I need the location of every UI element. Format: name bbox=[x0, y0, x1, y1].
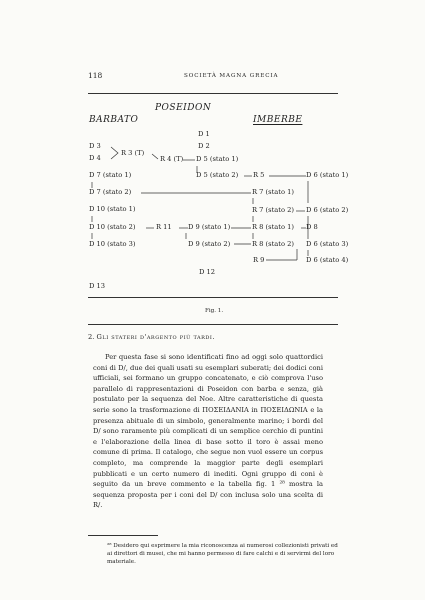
node-d10-stato2: D 10 (stato 2) bbox=[89, 223, 136, 231]
node-d1: D 1 bbox=[198, 130, 210, 138]
node-r7-stato1: R 7 (stato 1) bbox=[252, 188, 294, 196]
node-d6-stato2: D 6 (stato 2) bbox=[306, 206, 349, 214]
node-r4: R 4 (T) bbox=[160, 155, 184, 163]
node-d3: D 3 bbox=[89, 142, 101, 150]
figure-rule-top bbox=[88, 297, 338, 298]
diagram-right-label: IMBERBE bbox=[253, 115, 303, 125]
node-d12: D 12 bbox=[199, 268, 215, 276]
node-r5: R 5 bbox=[253, 171, 265, 179]
diagram-title: POSEIDON bbox=[155, 103, 212, 113]
node-r8-stato2: R 8 (stato 2) bbox=[252, 240, 294, 248]
node-r8-stato1: R 8 (stato 1) bbox=[252, 223, 294, 231]
diagram-left-label: BARBATO bbox=[89, 115, 139, 125]
section-number: 2. bbox=[88, 333, 95, 341]
node-d9-stato2: D 9 (stato 2) bbox=[188, 240, 231, 248]
footnote-rule bbox=[88, 535, 158, 536]
node-d8: D 8 bbox=[306, 223, 318, 231]
node-d7-stato2: D 7 (stato 2) bbox=[89, 188, 132, 196]
figure-caption: Fig. 1. bbox=[205, 308, 224, 314]
section-heading bbox=[88, 333, 215, 341]
node-d10-stato3: D 10 (stato 3) bbox=[89, 240, 136, 248]
figure-rule-bottom bbox=[88, 324, 338, 325]
node-d6-stato1: D 6 (stato 1) bbox=[306, 171, 349, 179]
node-d2: D 2 bbox=[198, 142, 210, 150]
page-number: 118 bbox=[88, 71, 103, 80]
node-r3: R 3 (T) bbox=[121, 149, 145, 157]
node-d6-stato4: D 6 (stato 4) bbox=[306, 256, 349, 264]
section-title: Gli stateri d'argento più tardi. bbox=[96, 333, 215, 341]
node-d5-stato1: D 5 (stato 1) bbox=[196, 155, 239, 163]
node-d6-stato3: D 6 (stato 3) bbox=[306, 240, 349, 248]
node-r11: R 11 bbox=[156, 223, 172, 231]
node-d4: D 4 bbox=[89, 154, 101, 162]
node-d9-stato1: D 9 (stato 1) bbox=[188, 223, 231, 231]
node-r7-stato2: R 7 (stato 2) bbox=[252, 206, 294, 214]
body-paragraph: Per questa fase si sono identificati fino ad oggi solo quattordici coni di D/, due dei quali usati su esemplari suberati; dei dodici coni ufficiali, sei formano un gruppo concatenato, e ciò comprova l'uso parallelo di rappresentazioni di Poseidon con barba e senza, già postulato per la sequenza del Noe. Altre caratteristiche di questa serie sono la trasformazione di ΠΟΣΕΙΔΑΝΙΑ in ΠΟΣΕΙΔΩΝΙΑ e la presenza abituale di un simbolo, generalmente marino; i bordi del D/ sono raramente più complicati di un semplice cerchio di puntini e l'elaborazione della linea di base sotto il toro è assai meno comune di prima. Il catalogo, che segue non vuol essere un corpus completo, ma comprende la maggior parte degli esemplari pubblicati e un certo numero di inediti. Ogni gruppo di coni è seguito da un breve commento e la tabella fig. 1 ²⁸ mostra la sequenza proposta per i coni del D/ con inclusa solo una scelta di R/. bbox=[93, 353, 323, 510]
running-title: SOCIETÀ MAGNA GRECIA bbox=[184, 73, 279, 79]
node-r9: R 9 bbox=[253, 256, 265, 264]
link-r3-r4 bbox=[152, 154, 158, 159]
node-d7-stato1: D 7 (stato 1) bbox=[89, 171, 132, 179]
node-d5-stato2: D 5 (stato 2) bbox=[196, 171, 239, 179]
link-d3-d4-r3 bbox=[111, 147, 118, 159]
node-d10-stato1: D 10 (stato 1) bbox=[89, 205, 136, 213]
node-d13: D 13 bbox=[89, 282, 105, 290]
footnote: ²⁸ Desidero qui esprimere la mia riconoscenza ai numerosi collezionisti privati ed ai direttori di musei, che mi hanno permesso di fare calchi e di servirmi del loro materiale. bbox=[107, 543, 338, 565]
